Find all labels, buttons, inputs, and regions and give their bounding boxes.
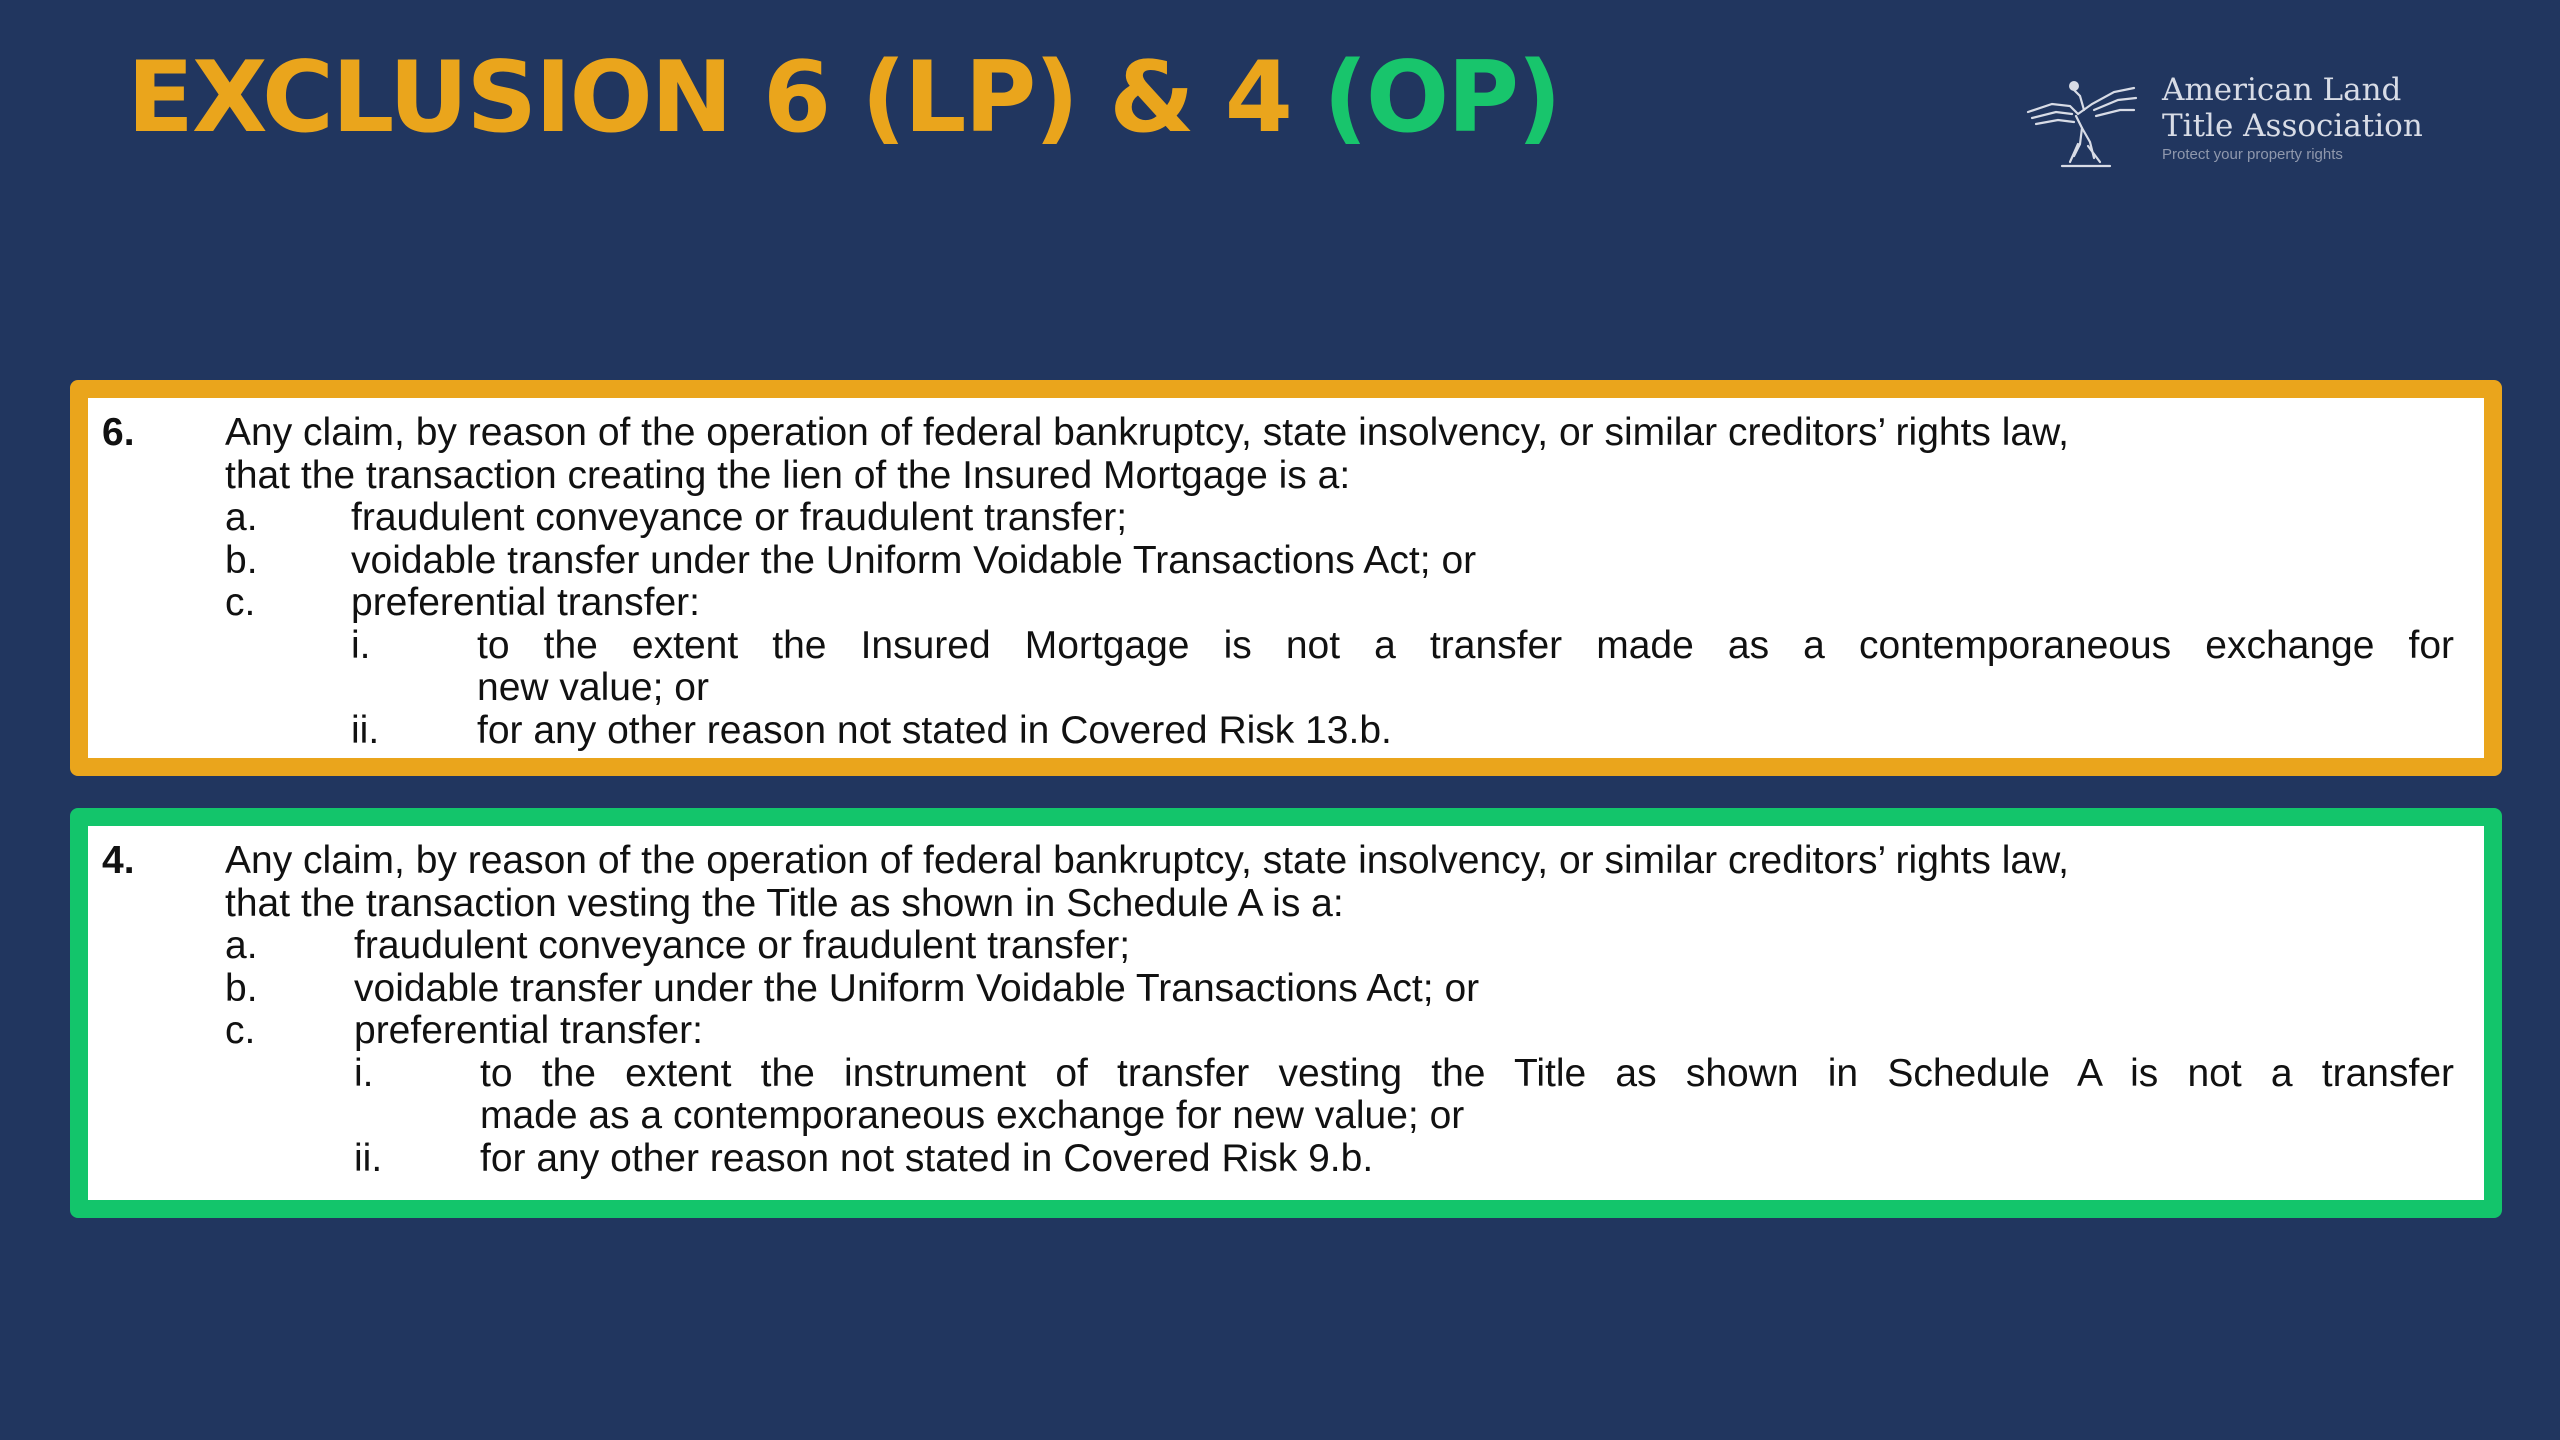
list-item-text: fraudulent conveyance or fraudulent transfer;: [351, 496, 1128, 539]
lp-exclusion-panel: [70, 380, 2502, 776]
list-item-text: voidable transfer under the Uniform Voidable Transactions Act; or: [354, 966, 1480, 1010]
op-sub-item: [88, 1138, 2454, 1181]
op-lead-text-2: that the transaction vesting the Title as shown in Schedule A is a:: [225, 881, 1344, 925]
op-lead-line: [88, 840, 2454, 883]
lp-lead-text-2: that the transaction creating the lien of the Insured Mortgage is a:: [225, 453, 1351, 497]
op-lead-line: [88, 883, 2454, 926]
list-item-text: preferential transfer:: [351, 581, 701, 624]
eagle-icon: [2022, 70, 2142, 170]
lp-lead-text-1: Any claim, by reason of the operation of federal bankruptcy, state insolvency, or similar creditors’ rights law,: [225, 411, 2069, 454]
lp-sub-item-continuation: [88, 667, 2454, 710]
list-marker: b.: [225, 966, 258, 1010]
org-name-line2: Title Association: [2162, 108, 2423, 144]
sub-item-text: to the extent the instrument of transfer vesting the Title as shown in Schedule A is not a transfer: [480, 1051, 2454, 1095]
org-name: [2162, 72, 2423, 144]
lp-sub-item: [88, 710, 2454, 753]
sub-item-text: made as a contemporaneous exchange for new value; or: [480, 1094, 1465, 1137]
org-name-line1: American Land: [2162, 72, 2402, 108]
alta-logo: [2022, 66, 2423, 176]
list-item-text: fraudulent conveyance or fraudulent transfer;: [354, 924, 1131, 967]
sub-marker: i.: [354, 1051, 374, 1095]
lp-exclusion-number: 6.: [102, 411, 135, 454]
lp-lead-line: [88, 455, 2454, 498]
title-op-part: (OP): [1323, 41, 1560, 155]
op-exclusion-number: 4.: [102, 839, 135, 882]
title-lp-part: EXCLUSION 6 (LP) & 4: [127, 41, 1324, 155]
sub-item-text: to the extent the Insured Mortgage is not a transfer made as a contemporaneous exchange for: [477, 623, 2454, 667]
op-lead-text-1: Any claim, by reason of the operation of federal bankruptcy, state insolvency, or similar creditors’ rights law,: [225, 839, 2069, 882]
sub-item-text: for any other reason not stated in Covered Risk 13.b.: [477, 708, 1392, 752]
list-item-text: preferential transfer:: [354, 1009, 704, 1052]
lp-sub-item: [88, 625, 2454, 668]
slide-title: [127, 28, 1560, 168]
list-marker: c.: [225, 581, 256, 624]
list-item-text: voidable transfer under the Uniform Voidable Transactions Act; or: [351, 538, 1477, 582]
op-exclusion-panel: [70, 808, 2502, 1218]
sub-marker: ii.: [351, 708, 380, 752]
org-tagline: Protect your property rights: [2162, 146, 2343, 163]
list-marker: c.: [225, 1009, 256, 1052]
op-sub-item-continuation: [88, 1095, 2454, 1138]
sub-marker: i.: [351, 623, 371, 667]
lp-list-item: [88, 497, 2454, 540]
sub-item-text: for any other reason not stated in Covered Risk 9.b.: [480, 1136, 1374, 1180]
list-marker: a.: [225, 496, 258, 539]
list-marker: b.: [225, 538, 258, 582]
list-marker: a.: [225, 924, 258, 967]
op-list-item: [88, 1010, 2454, 1053]
op-list-item: [88, 925, 2454, 968]
sub-item-text: new value; or: [477, 666, 709, 709]
lp-lead-line: [88, 412, 2454, 455]
op-list-item: [88, 968, 2454, 1011]
lp-list-item: [88, 582, 2454, 625]
lp-list-item: [88, 540, 2454, 583]
op-sub-item: [88, 1053, 2454, 1096]
sub-marker: ii.: [354, 1136, 383, 1180]
